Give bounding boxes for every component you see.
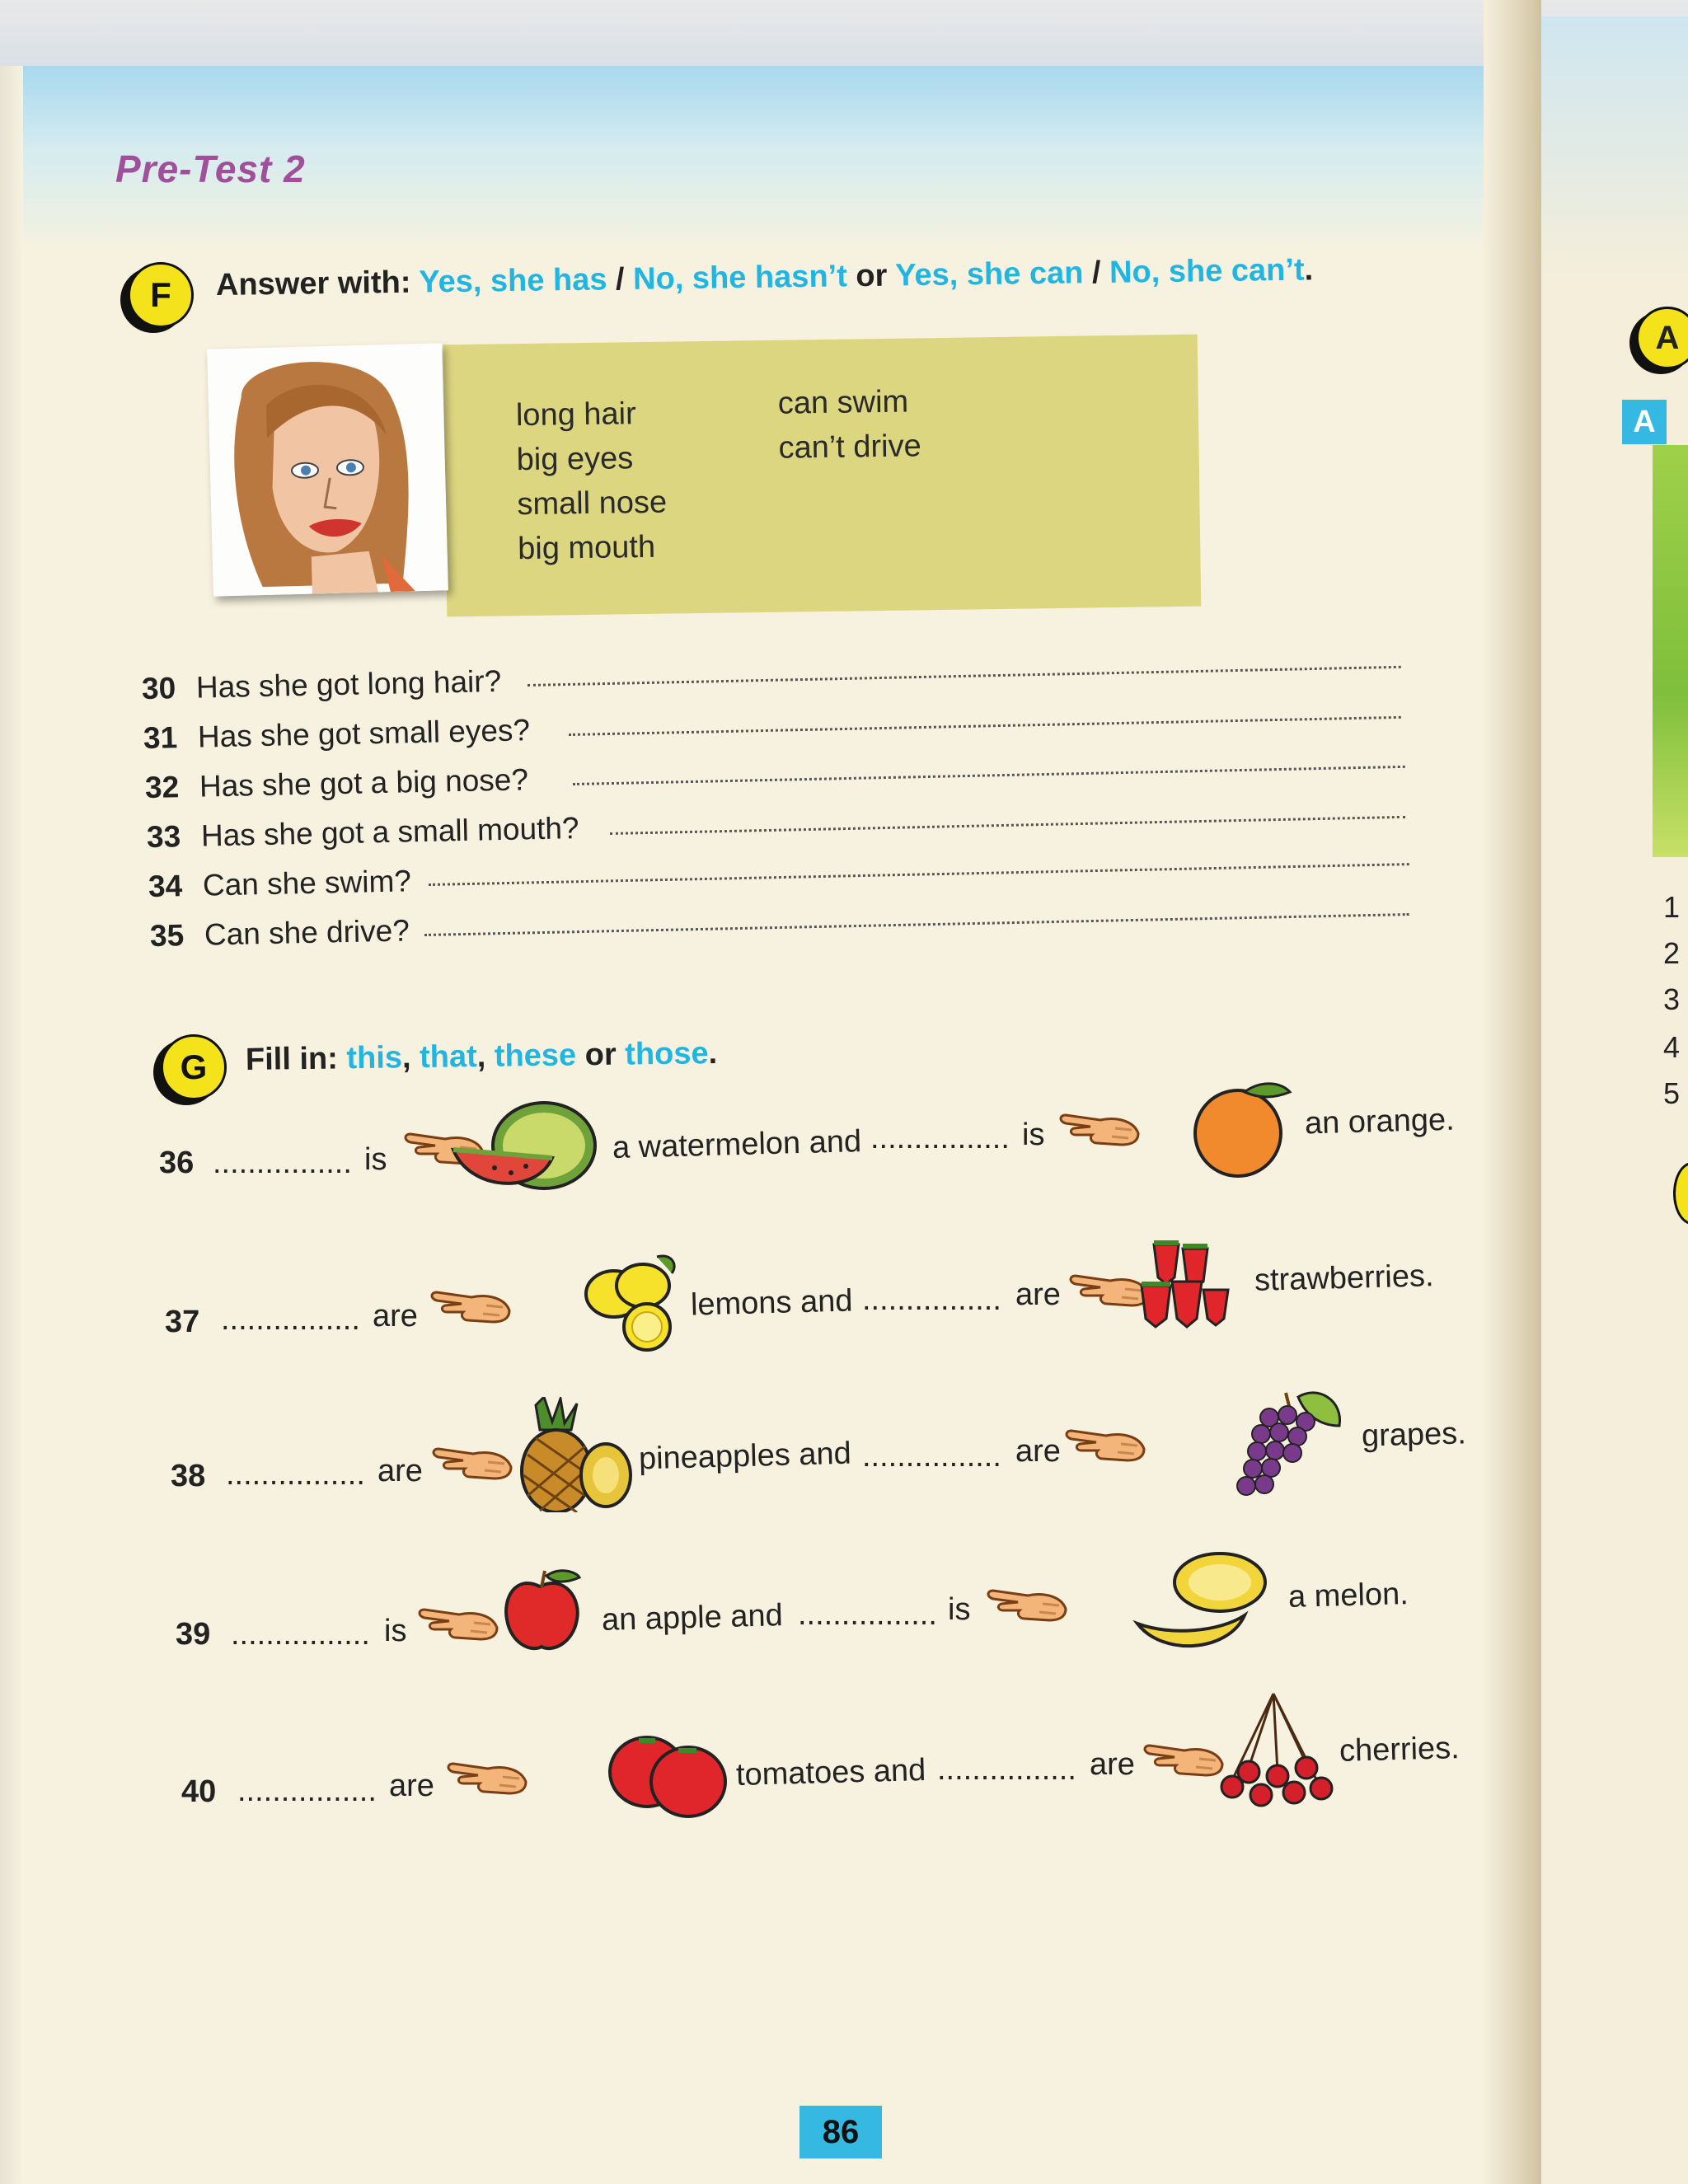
item-text: cherries. (1339, 1731, 1461, 1769)
verb-label: are (377, 1454, 423, 1488)
item-text: lemons and (690, 1283, 853, 1323)
blank-field[interactable]: ................ (798, 1597, 937, 1632)
right-page-section-badge: A (1636, 307, 1688, 369)
grapes-icon (1228, 1380, 1352, 1504)
pointing-hand-icon (985, 1584, 1067, 1625)
scan-top-edge (0, 0, 1688, 74)
question-row: 30 Has she got long hair? (141, 663, 502, 705)
item-text: an orange. (1304, 1102, 1456, 1141)
apple-icon (499, 1566, 589, 1657)
features-column-1 (516, 391, 668, 572)
watermelon-icon (445, 1100, 602, 1199)
section-g-instruction: Fill in: this, that, these or those. (245, 1036, 718, 1077)
blank-field[interactable]: ................ (862, 1282, 1001, 1317)
verb-label: are (1090, 1747, 1135, 1782)
right-page-tag: A (1622, 400, 1667, 444)
answer-line[interactable] (573, 766, 1405, 785)
item-text: pineapples and (638, 1436, 852, 1477)
section-f-instruction: Answer with: Yes, she has / No, she hasn’t or Yes, she can / No, she can’t. (215, 252, 1314, 302)
pointing-hand-icon (430, 1442, 513, 1483)
right-page-picture-edge (1653, 445, 1688, 857)
feature-item: big eyes (516, 441, 634, 478)
question-row: 32 Has she got a big nose? (144, 762, 529, 804)
features-column-2 (777, 379, 921, 470)
lemons-icon (581, 1249, 688, 1356)
section-g-badge: G (161, 1034, 227, 1100)
orange-icon (1187, 1076, 1302, 1179)
cherries-icon (1216, 1690, 1339, 1813)
blank-field[interactable]: ................ (237, 1774, 377, 1808)
answer-line[interactable] (429, 863, 1409, 886)
blank-field[interactable]: ................ (937, 1752, 1076, 1787)
girl-portrait (207, 343, 448, 596)
right-page-number: 5 (1663, 1076, 1681, 1110)
feature-item: small nose (517, 485, 668, 523)
question-row: 35 Can she drive? (149, 913, 410, 953)
page-edge-shadow (0, 66, 23, 2184)
pointing-hand-icon (445, 1757, 528, 1798)
features-box (443, 335, 1202, 617)
page-number: 86 (799, 2106, 882, 2158)
answer-line[interactable] (610, 816, 1405, 835)
right-page-number: 3 (1663, 982, 1681, 1016)
blank-field[interactable]: ................ (226, 1457, 365, 1492)
verb-label: are (373, 1299, 418, 1333)
item-text: grapes. (1361, 1416, 1467, 1454)
item-number: 40 (181, 1774, 217, 1809)
blank-field[interactable]: ................ (221, 1302, 360, 1337)
blank-field[interactable]: ................ (231, 1617, 370, 1652)
item-number: 36 (159, 1146, 195, 1180)
verb-label: is (948, 1592, 971, 1627)
melon-icon (1129, 1549, 1269, 1657)
blank-field[interactable]: ................ (870, 1121, 1010, 1155)
blank-field[interactable]: ................ (213, 1146, 352, 1180)
book-gutter (1484, 0, 1541, 2184)
item-number: 39 (176, 1617, 211, 1652)
pointing-hand-icon (416, 1603, 499, 1644)
question-row: 31 Has she got small eyes? (143, 713, 531, 755)
blank-field[interactable]: ................ (862, 1439, 1001, 1474)
right-page-number: 1 (1663, 890, 1681, 924)
verb-label: are (1015, 1434, 1061, 1469)
item-text: a watermelon and (612, 1124, 862, 1165)
question-row: 33 Has she got a small mouth? (146, 811, 579, 854)
verb-label: is (384, 1614, 407, 1648)
item-text: an apple and (601, 1598, 784, 1638)
page-title: Pre-Test 2 (115, 148, 306, 190)
section-f-badge: F (128, 262, 194, 328)
feature-item: can’t drive (778, 429, 922, 466)
verb-label: are (389, 1769, 434, 1803)
question-row: 34 Can she swim? (148, 864, 412, 903)
item-number: 38 (171, 1459, 206, 1493)
item-text: strawberries. (1254, 1258, 1434, 1298)
verb-label: is (364, 1142, 387, 1177)
pointing-hand-icon (1063, 1424, 1146, 1465)
verb-label: are (1015, 1277, 1061, 1312)
feature-item: long hair (515, 396, 636, 434)
strawberries-icon (1137, 1236, 1236, 1335)
pointing-hand-icon (429, 1286, 511, 1327)
pointing-hand-icon (1142, 1739, 1224, 1780)
answer-line[interactable] (424, 913, 1409, 936)
feature-item: can swim (777, 384, 909, 421)
answer-line[interactable] (528, 666, 1401, 687)
pineapple-icon (507, 1397, 635, 1512)
right-page-number: 2 (1663, 936, 1681, 970)
pointing-hand-icon (1057, 1108, 1140, 1150)
item-text: tomatoes and (735, 1752, 926, 1793)
tomatoes-icon (606, 1731, 729, 1821)
verb-label: is (1022, 1118, 1045, 1152)
item-text: a melon. (1287, 1577, 1409, 1615)
right-page-number: 4 (1663, 1030, 1681, 1064)
answer-line[interactable] (569, 716, 1401, 736)
feature-item: big mouth (517, 529, 656, 567)
item-number: 37 (165, 1305, 200, 1339)
